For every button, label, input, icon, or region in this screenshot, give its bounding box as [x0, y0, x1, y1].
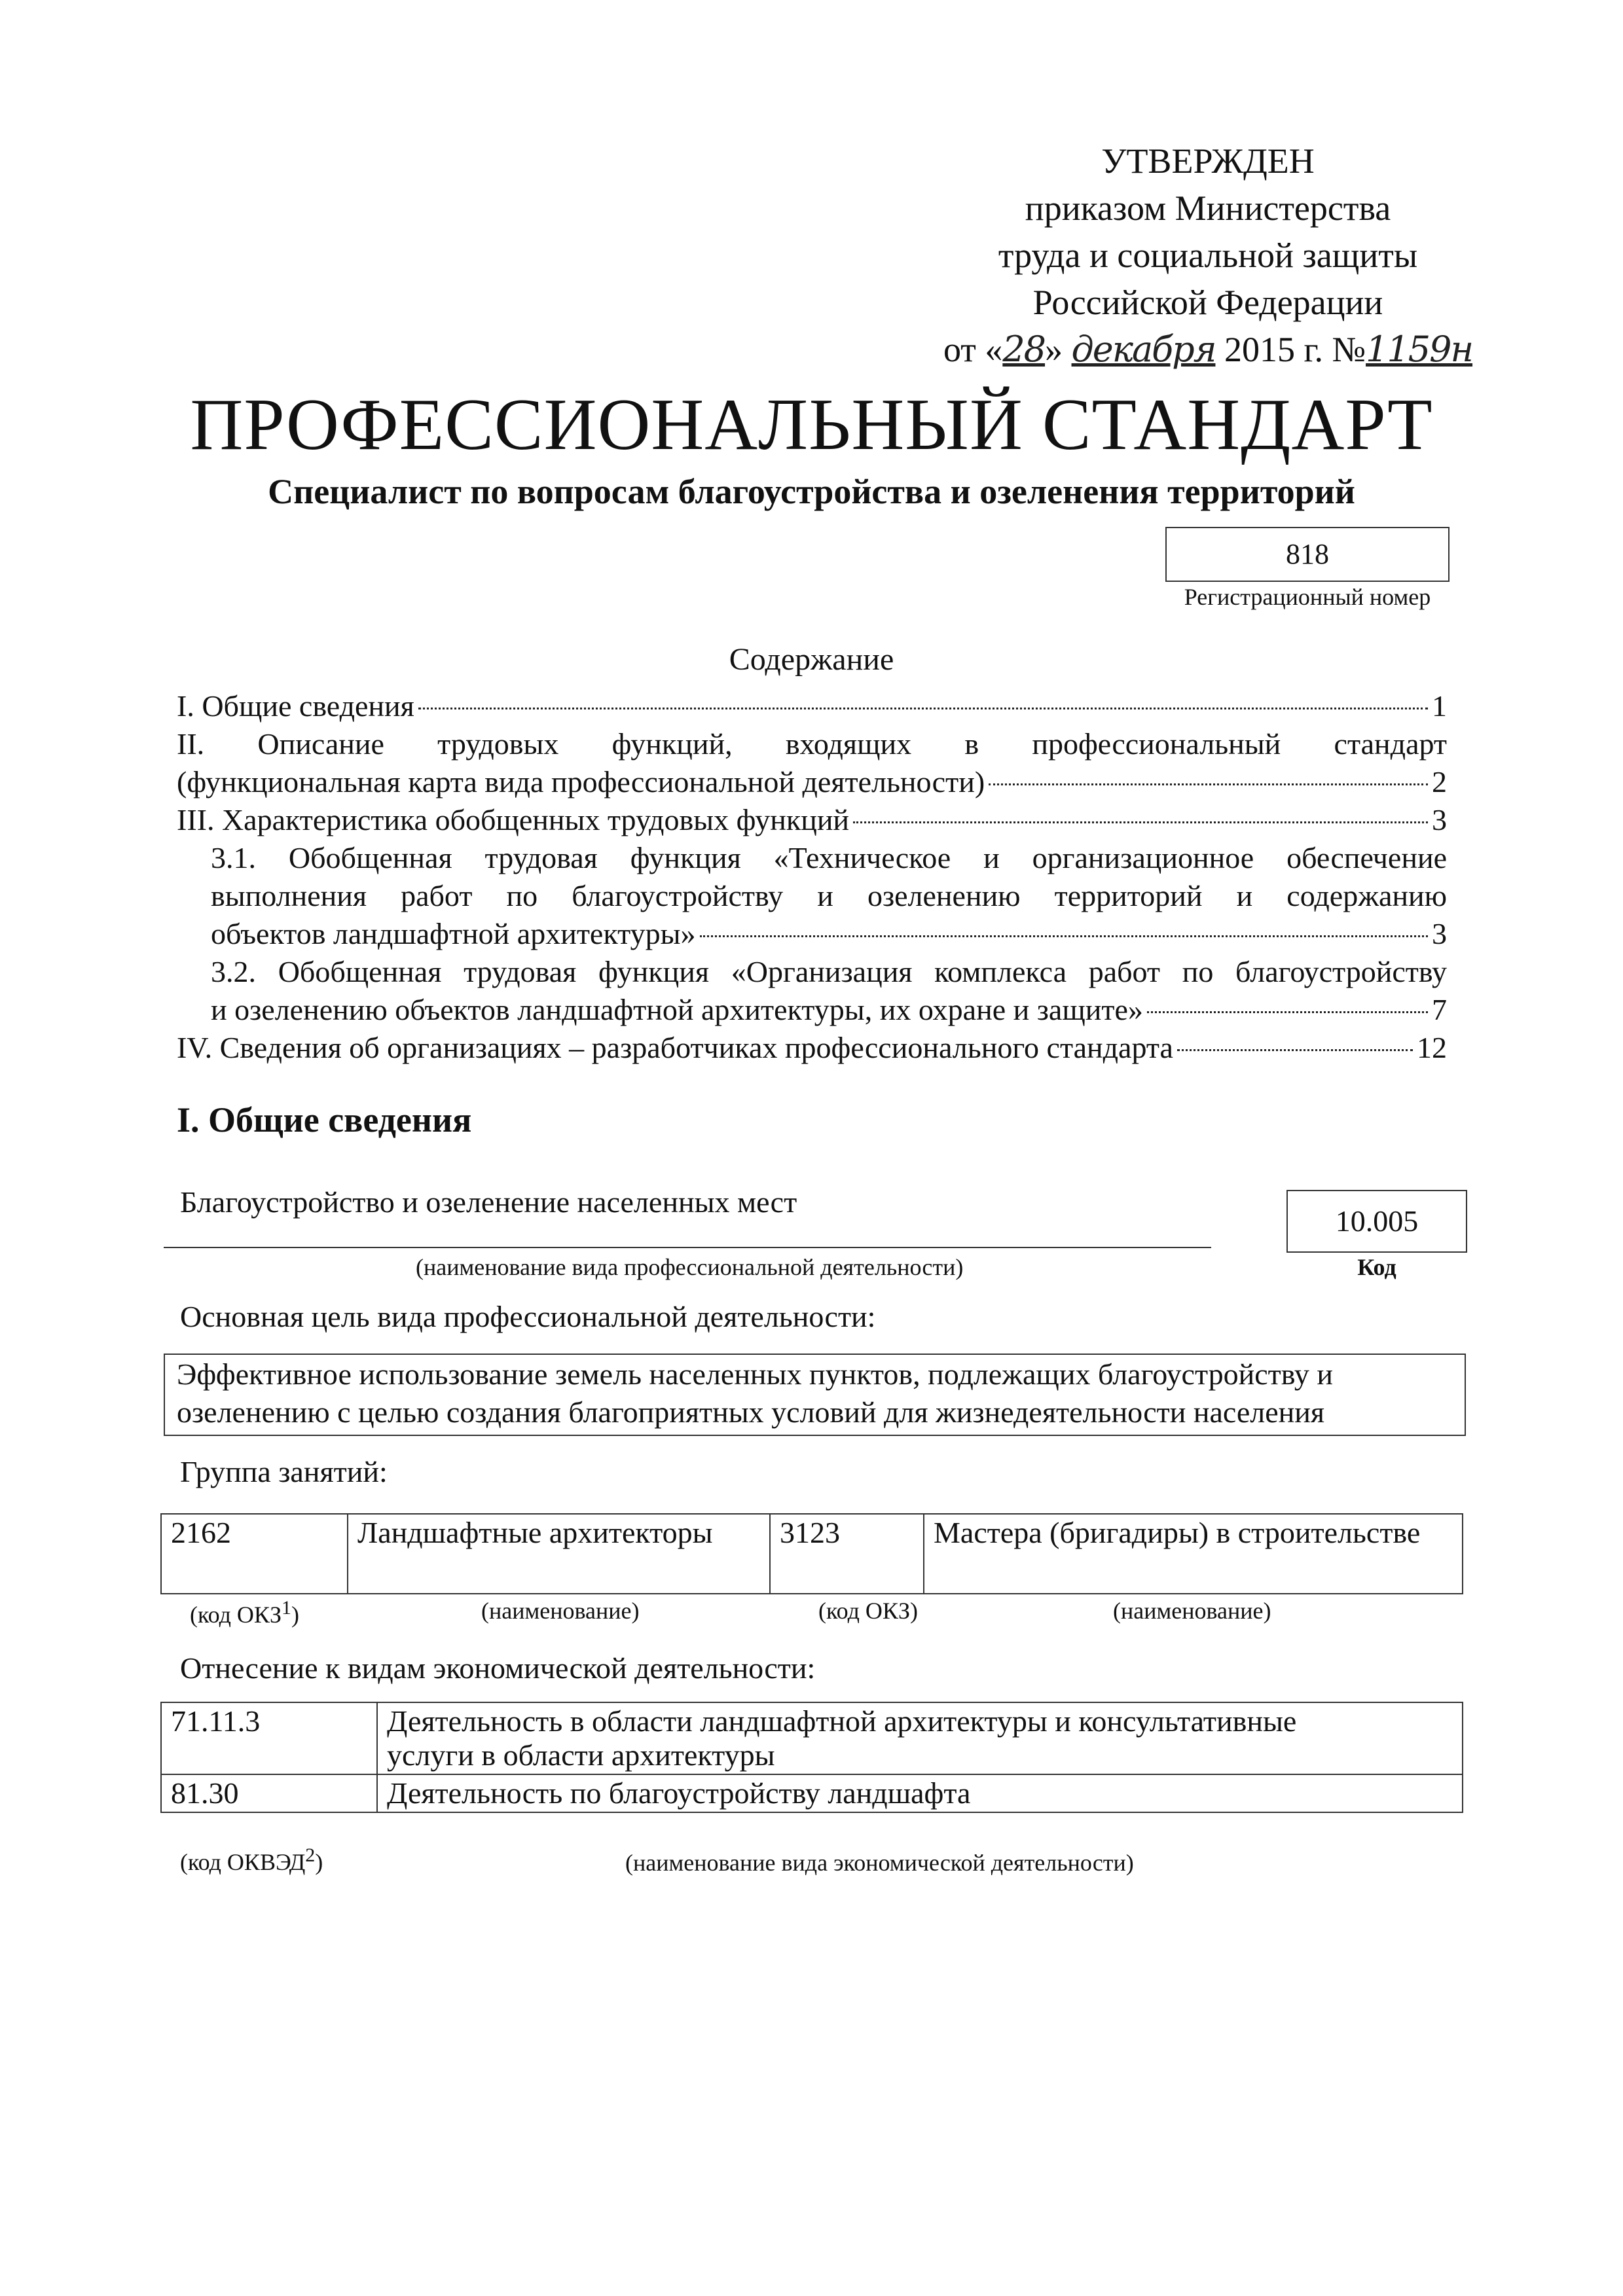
approval-line-3: труда и социальной защиты — [998, 236, 1418, 275]
toc-item: II. Описание трудовых функций, входящих в профессиональный стандарт — [177, 727, 1447, 761]
econ-caption-name: (наименование вида экономической деятельности) — [625, 1850, 1134, 1876]
activity-name: Благоустройство и озеленение населенных мест — [180, 1185, 797, 1219]
table-row — [161, 1774, 1463, 1812]
econ-name-2: Деятельность по благоустройству ландшафта — [377, 1774, 1463, 1812]
group-caption-code: (код ОКЗ$^1$) — [190, 1597, 299, 1628]
toc-item-cont: (функциональная карта вида профессиональной деятельности) 2 — [177, 765, 1447, 798]
goal-text-2: озеленению с целью создания благоприятных условий для жизнедеятельности населения — [177, 1395, 1325, 1429]
toc-item: I. Общие сведения 1 — [177, 689, 1447, 723]
toc-item-cont: и озеленению объектов ландшафтной архитектуры, их охране и защите» 7 — [211, 993, 1447, 1026]
approval-line-2: приказом Министерства — [1025, 188, 1391, 228]
approval-line-1: УТВЕРЖДЕН — [1101, 141, 1315, 181]
contents-heading: Содержание — [729, 642, 894, 677]
activity-code-caption: Код — [1357, 1254, 1396, 1280]
group-name-1: Ландшафтные архитекторы — [348, 1514, 770, 1594]
group-label: Группа занятий: — [180, 1455, 388, 1488]
econ-activity-table — [160, 1702, 1463, 1813]
group-code-1: 2162 — [161, 1514, 348, 1594]
table-row — [161, 1514, 1463, 1594]
group-name-2: Мастера (бригадиры) в строительстве — [924, 1514, 1463, 1594]
approval-line-4: Российской Федерации — [1032, 283, 1383, 322]
toc-item: 3.2. Обобщенная трудовая функция «Организация комплекса работ по благоустройству — [211, 955, 1447, 988]
group-caption-name-2: (наименование) — [1113, 1598, 1271, 1624]
approval-block — [903, 137, 1512, 373]
econ-code-1: 71.11.3 — [161, 1702, 377, 1774]
goal-text-1: Эффективное использование земель населенных пунктов, подлежащих благоустройству и — [177, 1357, 1334, 1391]
goal-label: Основная цель вида профессиональной деятельности: — [180, 1300, 876, 1333]
group-code-2: 3123 — [770, 1514, 924, 1594]
toc-item: 3.1. Обобщенная трудовая функция «Техническое и организационное обеспечение — [211, 841, 1447, 874]
registration-number-box: 818 — [1165, 527, 1450, 582]
activity-code-box: 10.005 — [1286, 1190, 1467, 1253]
group-caption-name: (наименование) — [481, 1598, 640, 1624]
goal-box — [164, 1354, 1466, 1436]
group-caption-code-2: (код ОКЗ) — [818, 1598, 918, 1624]
toc-item-cont: выполнения работ по благоустройству и озеленению территорий и содержанию — [211, 879, 1447, 912]
toc-item-cont: объектов ландшафтной архитектуры» 3 — [211, 917, 1447, 950]
econ-caption-code: (код ОКВЭД$^2$) — [180, 1844, 323, 1875]
date-day-handwritten: 28 — [1002, 329, 1046, 370]
approval-date-line: от «28» декабря 2015 г. №1159н — [943, 329, 1473, 370]
section-1-heading: I. Общие сведения — [177, 1100, 472, 1139]
table-row — [161, 1702, 1463, 1774]
order-number-handwritten: 1159н — [1366, 329, 1473, 370]
date-month-handwritten: декабря — [1071, 329, 1216, 370]
econ-code-2: 81.30 — [161, 1774, 377, 1812]
table-of-contents — [177, 687, 1447, 1067]
activity-caption: (наименование вида профессиональной деятельности) — [416, 1254, 964, 1280]
activity-underline — [164, 1247, 1211, 1248]
econ-name-1: Деятельность в области ландшафтной архитектуры и консультативные услуги в области архитектуры — [377, 1702, 1463, 1774]
document-subtitle: Специалист по вопросам благоустройства и озеленения территорий — [268, 472, 1355, 511]
toc-item: IV. Сведения об организациях – разработчиках профессионального стандарта 12 — [177, 1031, 1447, 1064]
registration-number-label: Регистрационный номер — [1184, 584, 1431, 610]
document-title: ПРОФЕССИОНАЛЬНЫЙ СТАНДАРТ — [190, 384, 1433, 465]
occupation-group-table — [160, 1513, 1463, 1594]
econ-label: Отнесение к видам экономической деятельности: — [180, 1651, 816, 1685]
toc-item: III. Характеристика обобщенных трудовых функций 3 — [177, 803, 1447, 836]
